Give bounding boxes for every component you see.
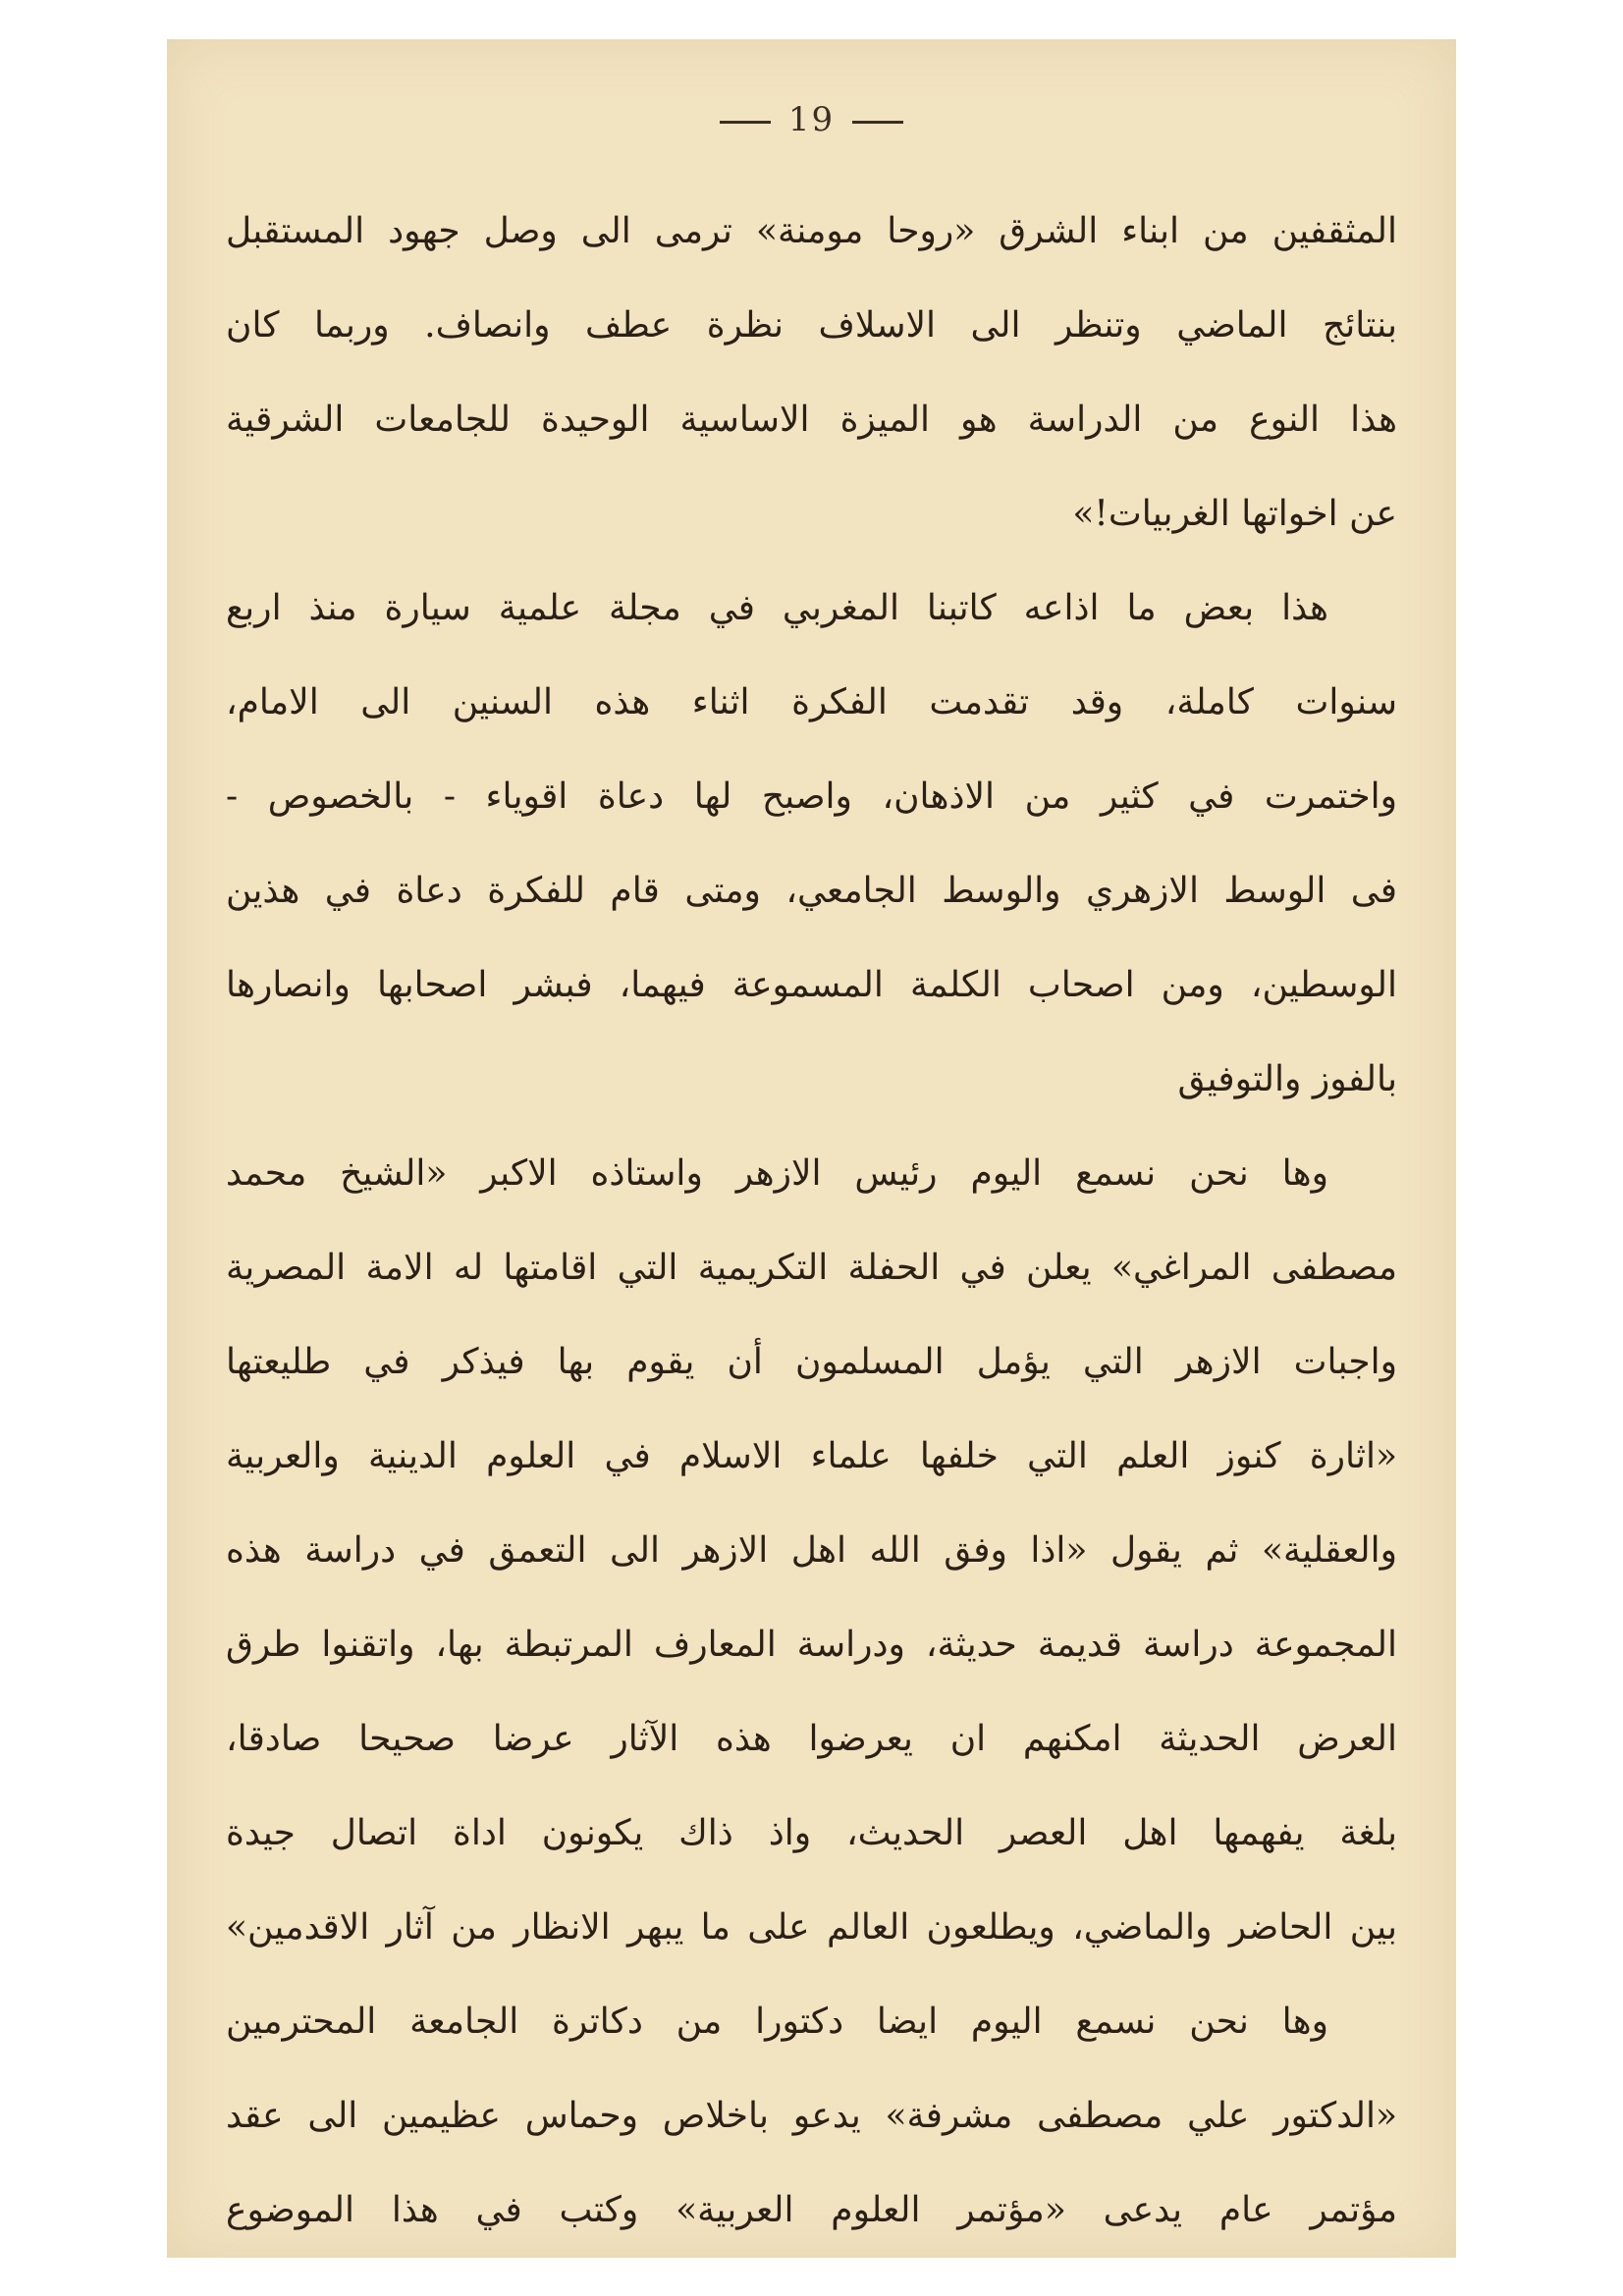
text-line: مصطفى المراغي» يعلن في الحفلة التكريمية التي اقامتها له الامة المصرية — [226, 1248, 1397, 1288]
text-line: «الدكتور علي مصطفى مشرفة» يدعو باخلاص وحماس عظيمين الى عقد — [226, 2096, 1397, 2136]
text-line: فى الوسط الازهري والوسط الجامعي، ومتى قام للفكرة دعاة في هذين — [226, 871, 1397, 911]
text-line: المثقفين من ابناء الشرق «روحا مومنة» ترمى الى وصل جهود المستقبل — [226, 211, 1397, 251]
text-line: العرض الحديثة امكنهم ان يعرضوا هذه الآثار عرضا صحيحا صادقا، — [226, 1719, 1397, 1759]
text-line: هذا بعض ما اذاعه كاتبنا المغربي في مجلة علمية سيارة منذ اربع — [226, 588, 1328, 628]
text-line: بين الحاضر والماضي، ويطلعون العالم على ما يبهر الانظار من آثار الاقدمين» — [226, 1907, 1397, 1948]
text-line: وها نحن نسمع اليوم ايضا دكتورا من دكاترة الجامعة المحترمين — [226, 2002, 1328, 2042]
text-line: بنتائج الماضي وتنظر الى الاسلاف نظرة عطف وانصاف. وربما كان — [226, 305, 1397, 346]
text-line: والعقلية» ثم يقول «اذا وفق الله اهل الازهر الى التعمق في دراسة هذه — [226, 1530, 1397, 1571]
text-line: واجبات الازهر التي يؤمل المسلمون أن يقوم بها فيذكر في طليعتها — [226, 1342, 1397, 1382]
text-line: بالفوز والتوفيق — [1177, 1059, 1397, 1099]
text-line: وها نحن نسمع اليوم رئيس الازهر واستاذه الاكبر «الشيخ محمد — [226, 1153, 1328, 1194]
text-line: مؤتمر عام يدعى «مؤتمر العلوم العربية» وكتب في هذا الموضوع — [226, 2190, 1397, 2230]
text-line: سنوات كاملة، وقد تقدمت الفكرة اثناء هذه السنين الى الامام، — [226, 682, 1397, 722]
body-text — [226, 185, 1397, 2258]
page-number-right-dash — [852, 121, 903, 124]
page-number-value: 19 — [787, 100, 836, 139]
text-line: هذا النوع من الدراسة هو الميزة الاساسية الوحيدة للجامعات الشرقية — [226, 400, 1397, 440]
page-number — [167, 100, 1456, 139]
text-line: «اثارة كنوز العلم التي خلفها علماء الاسلام في العلوم الدينية والعربية — [226, 1436, 1397, 1476]
page-number-left-dash — [720, 121, 771, 124]
text-line: بلغة يفهمها اهل العصر الحديث، واذ ذاك يكونون اداة اتصال جيدة — [226, 1813, 1397, 1853]
scanned-page — [167, 39, 1456, 2258]
text-line: عن اخواتها الغربيات!» — [1072, 494, 1397, 534]
text-line: واختمرت في كثير من الاذهان، واصبح لها دعاة اقوياء - بالخصوص - — [226, 776, 1397, 817]
text-line: المجموعة دراسة قديمة حديثة، ودراسة المعارف المرتبطة بها، واتقنوا طرق — [226, 1625, 1397, 1665]
text-line: الوسطين، ومن اصحاب الكلمة المسموعة فيهما، فبشر اصحابها وانصارها — [226, 965, 1397, 1005]
